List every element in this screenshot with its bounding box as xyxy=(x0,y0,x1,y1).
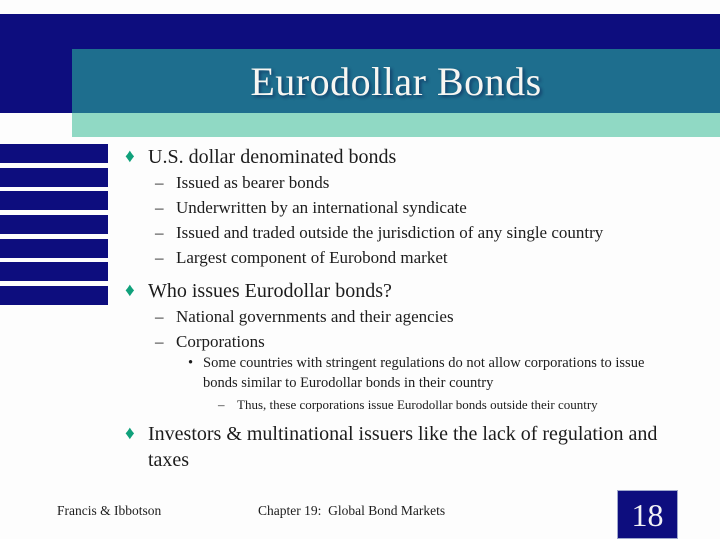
diamond-bullet-icon: ♦ xyxy=(125,423,135,444)
dash-bullet-icon: – xyxy=(218,397,225,412)
bullet-item xyxy=(125,278,660,304)
bullet-text: U.S. dollar denominated bonds xyxy=(148,146,397,168)
stripe xyxy=(0,168,108,187)
dash-bullet-icon: – xyxy=(155,332,164,351)
bullet-text: National governments and their agencies xyxy=(176,307,454,326)
dash-bullet-icon: – xyxy=(155,173,164,192)
page-number: 18 xyxy=(631,496,664,533)
bullet-item xyxy=(125,396,670,414)
bullet-item xyxy=(125,245,670,270)
stripe xyxy=(0,191,108,210)
bullet-item xyxy=(125,220,670,245)
dash-bullet-icon: – xyxy=(155,248,164,267)
stripe xyxy=(0,215,108,234)
stripe xyxy=(0,262,108,281)
decorative-stripes xyxy=(0,144,108,310)
bullet-text: Thus, these corporations issue Eurodollar bonds outside their country xyxy=(237,397,598,412)
bullet-text: Largest component of Eurobond market xyxy=(176,248,448,267)
diamond-bullet-icon: ♦ xyxy=(125,146,135,167)
bullet-item xyxy=(125,195,670,220)
stripe xyxy=(0,286,108,305)
bullet-text: Issued and traded outside the jurisdiction of any single country xyxy=(176,223,604,242)
bullet-item xyxy=(125,144,660,170)
bullet-item xyxy=(125,304,670,329)
bullet-text: Who issues Eurodollar bonds? xyxy=(148,280,392,302)
diamond-bullet-icon: ♦ xyxy=(125,280,135,301)
stripe xyxy=(0,144,108,163)
bullet-item xyxy=(125,329,670,354)
bullet-text: Some countries with stringent regulations do not allow corporations to issue bonds similar to Eurodollar bonds in their country xyxy=(203,355,645,391)
bullet-item xyxy=(125,354,658,393)
dash-bullet-icon: – xyxy=(155,223,164,242)
dot-bullet-icon: • xyxy=(188,355,194,371)
bullet-text: Underwritten by an international syndicate xyxy=(176,198,467,217)
bullet-item xyxy=(125,421,660,473)
bullet-list xyxy=(125,144,670,473)
dash-bullet-icon: – xyxy=(155,307,164,326)
bullet-text: Issued as bearer bonds xyxy=(176,173,330,192)
bullet-text: Investors & multinational issuers like the lack of regulation and taxes xyxy=(148,423,658,471)
dash-bullet-icon: – xyxy=(155,198,164,217)
stripe xyxy=(0,239,108,258)
title-bar xyxy=(72,49,720,113)
slide-title: Eurodollar Bonds xyxy=(250,58,542,104)
title-accent-bar xyxy=(72,113,720,137)
footer-chapter: Chapter 19: Global Bond Markets xyxy=(258,503,446,518)
bullet-text: Corporations xyxy=(176,332,265,351)
bullet-item xyxy=(125,170,670,195)
footer-authors: Francis & Ibbotson xyxy=(57,503,162,518)
page-number-box xyxy=(617,490,678,539)
